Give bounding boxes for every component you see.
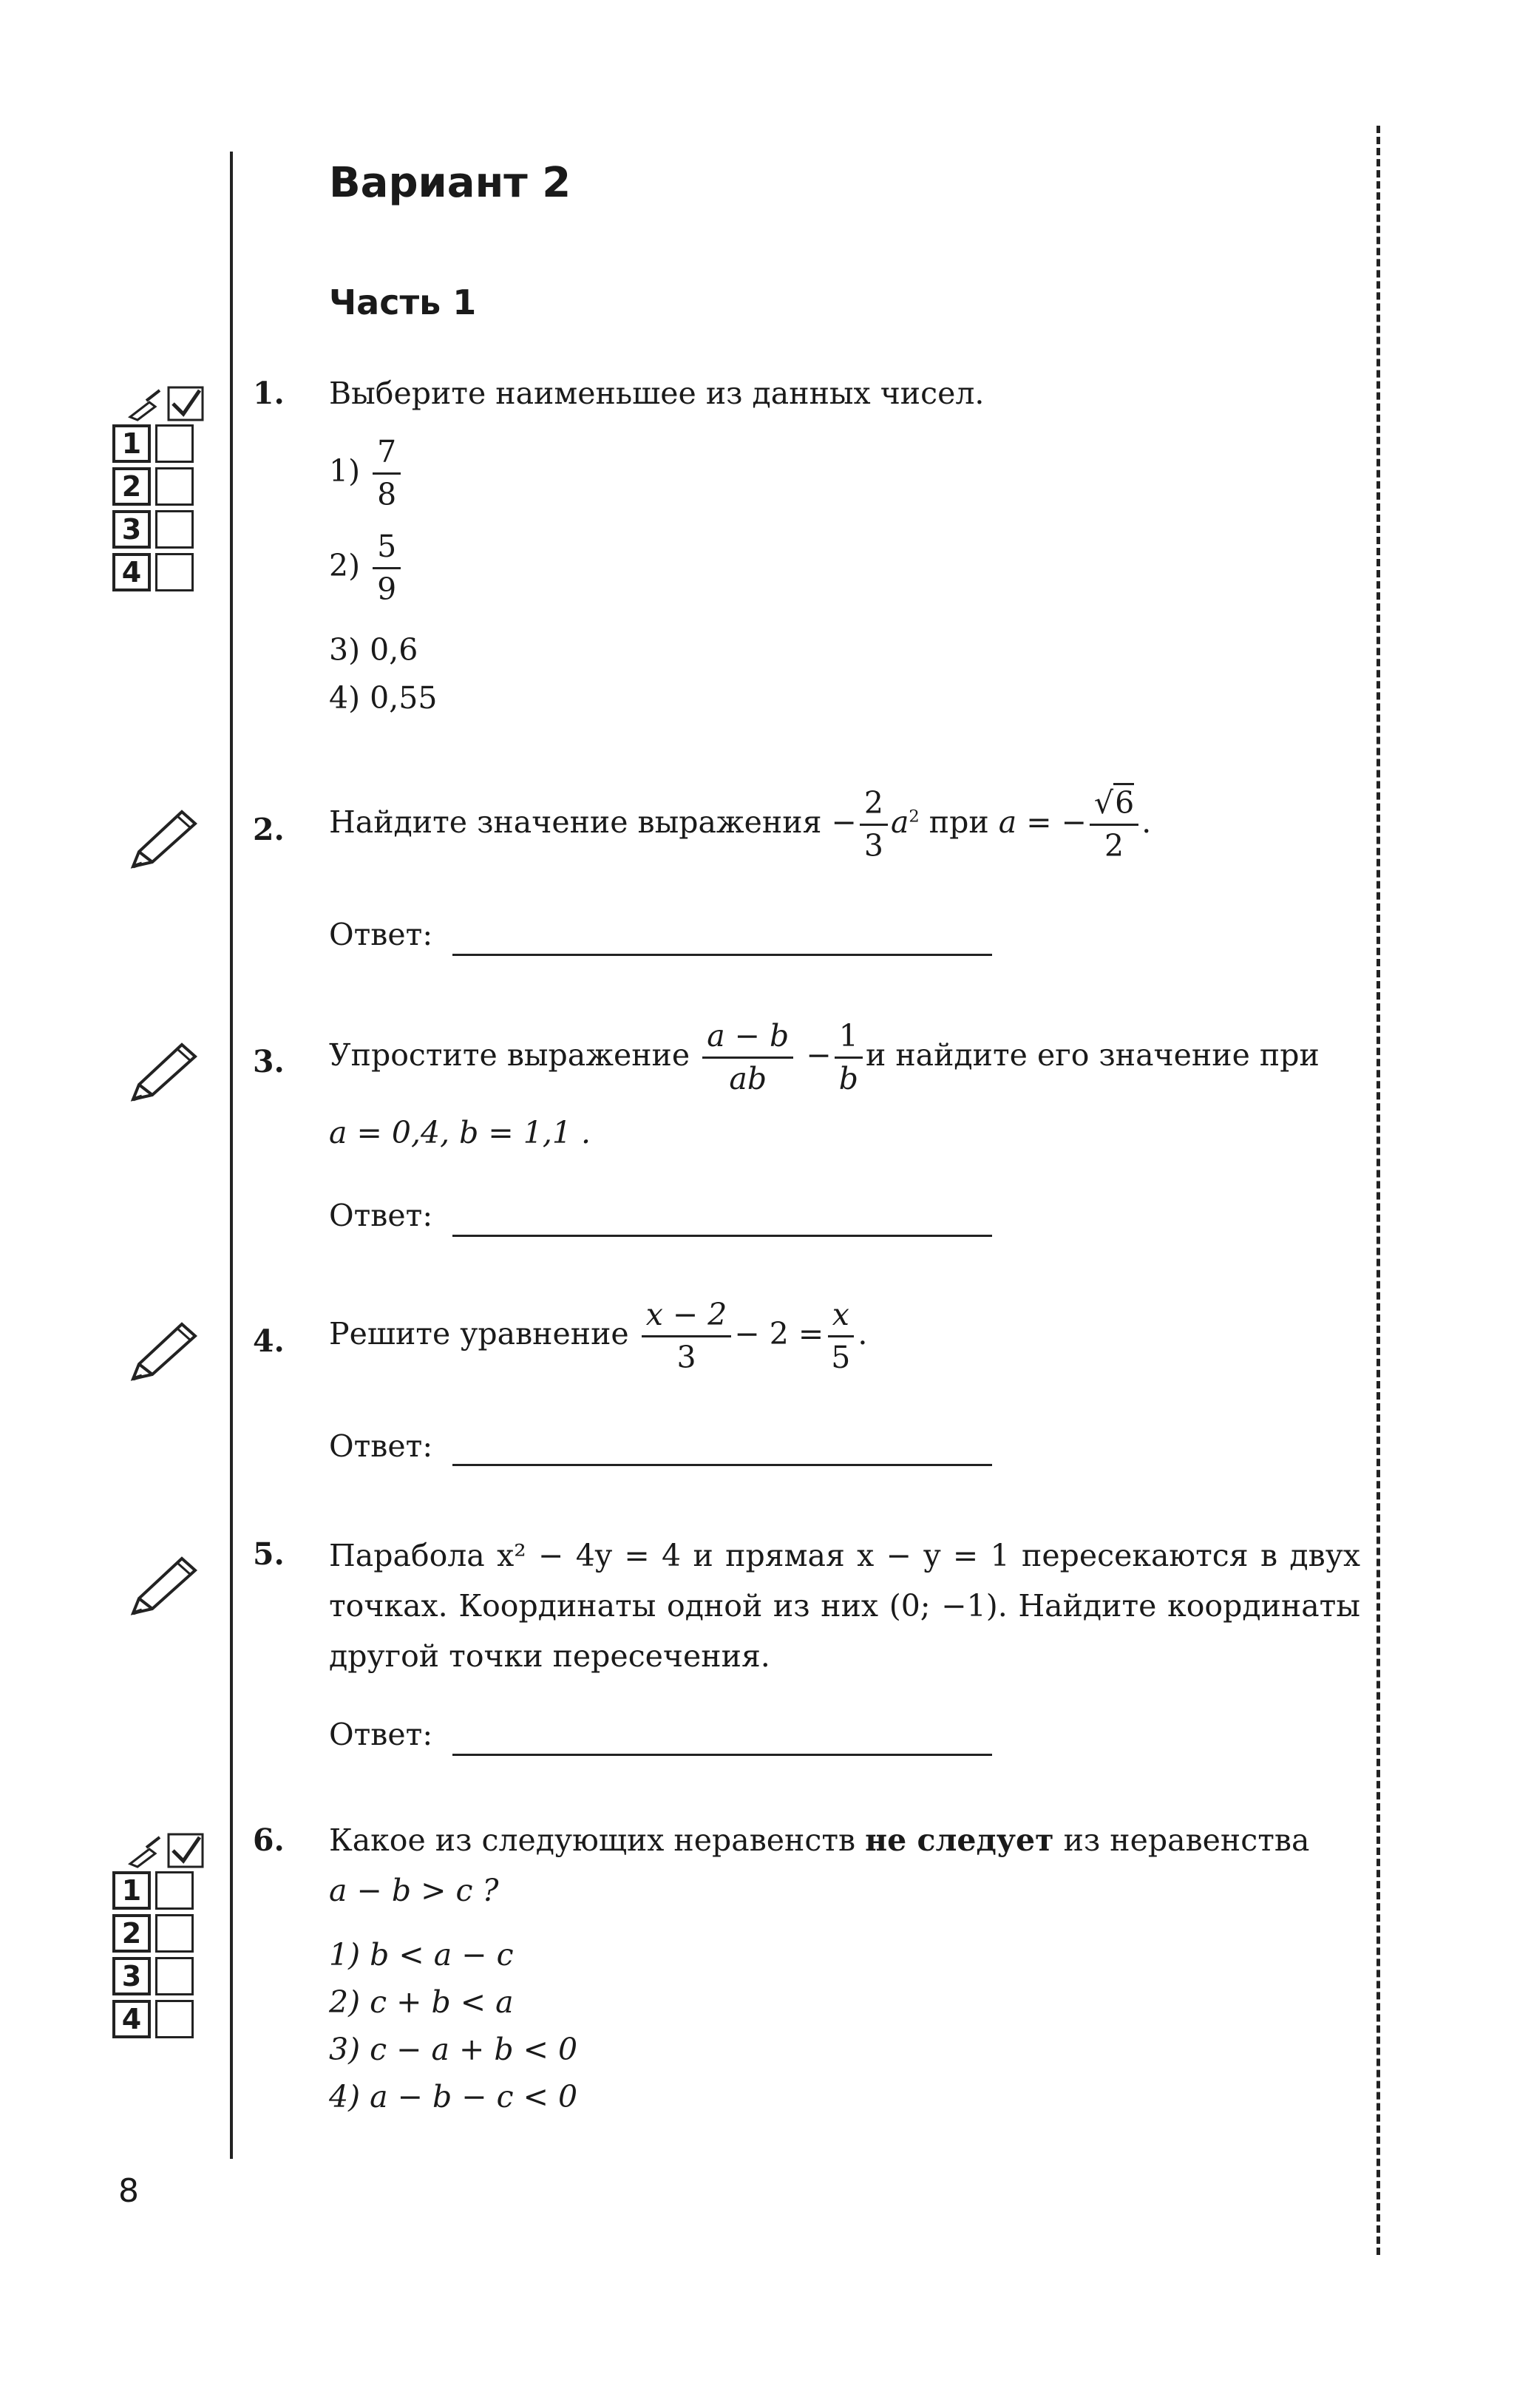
option-2 (329, 1984, 514, 2020)
fraction-numerator: x − 2 (642, 1299, 732, 1337)
minus-sign: − (806, 1037, 832, 1074)
fraction-numerator: a − b (702, 1020, 793, 1059)
question-text: Упростите выражение (329, 1037, 690, 1074)
variable: a (890, 804, 909, 841)
question-text-row (329, 1299, 867, 1374)
question-text: Найдите значение выражения (329, 804, 822, 841)
question-text: Какое из следующих неравенств (329, 1822, 866, 1858)
choice-checkbox-1[interactable] (155, 1871, 194, 1910)
choice-checkbox-3[interactable] (155, 510, 194, 549)
answer-field-2[interactable] (452, 954, 992, 956)
choice-number: 3 (112, 510, 151, 549)
choice-row-1 (112, 424, 208, 463)
choice-row-4 (112, 2000, 208, 2038)
answer-field-3[interactable] (452, 1235, 992, 1237)
cut-line (1376, 126, 1380, 2255)
fraction-numerator: √6 (1090, 787, 1138, 826)
fraction (1090, 787, 1138, 862)
question-emphasis: не следует (865, 1822, 1054, 1858)
choice-row-2 (112, 1914, 208, 1953)
fraction-denominator: ab (729, 1061, 767, 1097)
choice-row-4 (112, 553, 208, 591)
answer-choice-block-1 (112, 383, 208, 596)
period: . (858, 1316, 868, 1352)
choice-checkbox-3[interactable] (155, 1957, 194, 1995)
pen-check-icon (127, 1831, 208, 1870)
option-text: 4) a − b − c < 0 (329, 2079, 578, 2114)
fraction-numerator: 2 (860, 787, 888, 826)
fraction (373, 436, 401, 511)
minus-sign: − (831, 804, 857, 841)
option-2 (329, 531, 404, 606)
option-text: 1) b < a − c (329, 1937, 514, 1973)
pencil-icon (127, 1039, 201, 1105)
question-text-line2 (329, 1115, 591, 1150)
question-text: Выберите наименьшее из данных чисел. (329, 376, 985, 411)
choice-checkbox-2[interactable] (155, 1914, 194, 1953)
pencil-icon (127, 1318, 201, 1385)
question-text-row (329, 1822, 1309, 1858)
answer-choice-block-6 (112, 1830, 208, 2043)
question-number: 3. (253, 1044, 285, 1079)
pen-check-icon (127, 384, 208, 423)
choice-number: 2 (112, 467, 151, 506)
choice-number: 4 (112, 553, 151, 591)
fraction (642, 1299, 732, 1374)
fraction (826, 1299, 855, 1374)
question-number: 4. (253, 1323, 285, 1359)
fraction-numerator: x (828, 1299, 854, 1337)
radicand: 6 (1113, 783, 1134, 821)
choice-row-2 (112, 467, 208, 506)
period: . (1141, 804, 1152, 841)
answer-field-5[interactable] (452, 1754, 992, 1756)
pencil-icon (127, 1553, 201, 1619)
option-1 (329, 1937, 514, 1973)
answer-label: Ответ: (329, 1717, 433, 1752)
choice-number: 1 (112, 1871, 151, 1910)
fraction-denominator: b (838, 1061, 858, 1097)
choice-row-3 (112, 1957, 208, 1995)
part-title: Часть 1 (329, 282, 477, 322)
question-number: 2. (253, 812, 285, 847)
option-4: 4) 0,55 (329, 680, 438, 716)
variant-title: Вариант 2 (329, 159, 571, 207)
question-number: 1. (253, 376, 285, 411)
choice-checkbox-2[interactable] (155, 467, 194, 506)
question-text-cont: из неравенства (1053, 1822, 1310, 1858)
fraction (860, 787, 888, 862)
condition-lhs: a = − (998, 804, 1087, 841)
answer-label: Ответ: (329, 1198, 433, 1233)
choice-checkbox-4[interactable] (155, 553, 194, 591)
answer-label: Ответ: (329, 1428, 433, 1464)
left-margin-line (230, 152, 233, 2159)
option-3 (329, 2032, 577, 2067)
question-condition: a − b > c ? (329, 1873, 499, 1908)
option-4 (329, 2079, 577, 2114)
choice-number: 2 (112, 1914, 151, 1953)
fraction-numerator: 7 (373, 436, 401, 475)
choice-number: 3 (112, 1957, 151, 1995)
fraction-denominator: 3 (863, 828, 883, 864)
fraction (835, 1020, 863, 1095)
question-text-row (329, 1020, 1320, 1095)
fraction-numerator: 1 (835, 1020, 863, 1059)
choice-number: 1 (112, 424, 151, 463)
page-number: 8 (118, 2172, 139, 2210)
option-label: 1) (329, 453, 361, 489)
answer-label: Ответ: (329, 917, 433, 952)
question-text: Парабола x² − 4y = 4 и прямая x − y = 1 пересекаются в двух точках. Координаты одной из них (0; −1). Найдите координаты другой точки пересечения. (329, 1538, 1360, 1674)
fraction-denominator: 5 (831, 1340, 851, 1376)
word-at: при (929, 804, 989, 841)
fraction-denominator: 8 (377, 477, 397, 513)
fraction-denominator: 9 (377, 572, 397, 608)
question-text-row (329, 787, 1151, 862)
option-text: 2) c + b < a (329, 1984, 514, 2020)
fraction-numerator: 5 (373, 531, 401, 569)
fraction (702, 1020, 793, 1095)
choice-number: 4 (112, 2000, 151, 2038)
answer-field-4[interactable] (452, 1464, 992, 1466)
option-text: 3) c − a + b < 0 (329, 2032, 578, 2067)
question-number: 5. (253, 1536, 285, 1572)
choice-row-1 (112, 1871, 208, 1910)
choice-header (112, 383, 208, 424)
question-text: Решите уравнение (329, 1316, 629, 1352)
option-label: 2) (329, 548, 361, 584)
choice-header (112, 1830, 208, 1871)
question-text-cont: и найдите его значение при (865, 1037, 1320, 1074)
option-3: 3) 0,6 (329, 632, 418, 668)
fraction (373, 531, 401, 606)
question-condition: a = 0,4, b = 1,1 . (329, 1115, 591, 1150)
question-text-line2 (329, 1873, 499, 1908)
choice-checkbox-4[interactable] (155, 2000, 194, 2038)
option-1 (329, 436, 404, 511)
pencil-icon (127, 806, 201, 872)
exponent: 2 (909, 807, 920, 827)
equation-middle: − 2 = (734, 1316, 824, 1352)
choice-row-3 (112, 510, 208, 549)
fraction-denominator: 2 (1104, 828, 1124, 864)
choice-checkbox-1[interactable] (155, 424, 194, 463)
question-number: 6. (253, 1822, 285, 1858)
fraction-denominator: 3 (676, 1340, 696, 1376)
